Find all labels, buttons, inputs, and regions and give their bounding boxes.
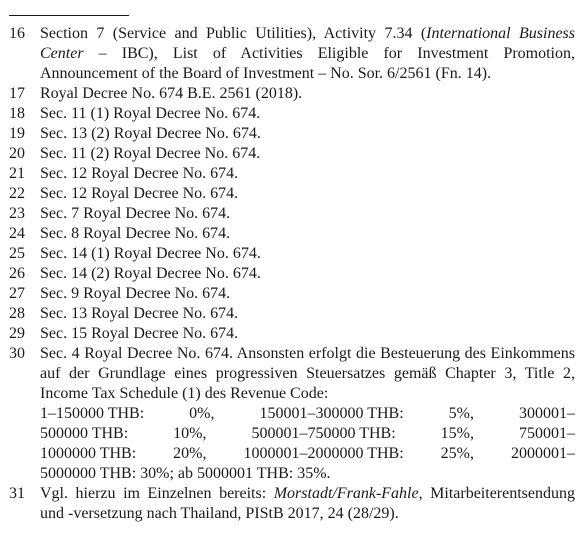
tax-schedule-line [40, 424, 575, 444]
footnote-number: 17 [9, 85, 25, 102]
footnote-30 [9, 344, 575, 484]
footnote-text [40, 24, 575, 84]
tax-bracket: 750001– [518, 425, 575, 442]
tax-schedule-line [40, 404, 575, 424]
footnote-separator-rule [9, 15, 129, 16]
footnote-text: Sec. 11 (1) Royal Decree No. 674. [40, 105, 261, 122]
footnote-number: 23 [9, 205, 25, 222]
footnote-29 [9, 324, 575, 344]
footnote-24 [9, 224, 575, 244]
footnote-18 [9, 104, 575, 124]
footnote-text: Sec. 7 Royal Decree No. 674. [40, 205, 231, 222]
tax-bracket: 1–150000 THB: [40, 405, 145, 422]
footnote-number: 26 [9, 265, 25, 282]
tax-bracket: 500000 THB: [40, 425, 129, 442]
tax-bracket: 1000001–2000000 THB: [243, 445, 404, 462]
footnote-27 [9, 284, 575, 304]
footnote-text [40, 484, 575, 524]
tax-rate: 5%, [448, 405, 474, 422]
tax-schedule-line [40, 444, 575, 464]
footnote-number: 20 [9, 145, 25, 162]
footnote-19 [9, 124, 575, 144]
footnote-20 [9, 144, 575, 164]
footnote-number: 25 [9, 245, 25, 262]
footnote-21 [9, 164, 575, 184]
footnote-text: Sec. 15 Royal Decree No. 674. [40, 325, 239, 342]
tax-bracket: 2000001– [510, 445, 575, 462]
tax-rate: 25%, [440, 445, 474, 462]
footnote-31 [9, 484, 575, 524]
footnote-22 [9, 184, 575, 204]
footnote-text: Sec. 8 Royal Decree No. 674. [40, 225, 231, 242]
footnote-italic-author: Morstadt/Frank-Fahle [273, 485, 419, 502]
tax-rate: 15%, [440, 425, 474, 442]
footnote-number: 27 [9, 285, 25, 302]
footnote-text [40, 344, 575, 484]
footnote-text: Sec. 14 (1) Royal Decree No. 674. [40, 245, 261, 262]
tax-bracket: 300001– [518, 405, 575, 422]
footnote-17 [9, 84, 575, 104]
footnote-text-part: Section 7 (Service and Public Utilities), Activity 7.34 ( [40, 25, 427, 42]
footnote-number: 30 [9, 345, 25, 362]
footnote-text-part: – IBC), List of Activities Eligible for Investment Promotion, Announcement of the Board of Investment – No. Sor. 6/2561 (Fn. 14). [40, 45, 575, 82]
footnote-list [9, 24, 575, 524]
footnote-number: 21 [9, 165, 25, 182]
tax-rate: 0%, [189, 405, 215, 422]
tax-bracket: 150001–300000 THB: [259, 405, 404, 422]
footnote-number: 19 [9, 125, 25, 142]
footnote-text: Sec. 13 (2) Royal Decree No. 674. [40, 125, 261, 142]
footnote-25 [9, 244, 575, 264]
footnote-number: 16 [9, 25, 25, 42]
footnote-number: 22 [9, 185, 25, 202]
footnote-text: Sec. 13 Royal Decree No. 674. [40, 305, 239, 322]
footnote-number: 24 [9, 225, 25, 242]
footnote-text-part: Vgl. hierzu im Einzelnen bereits: [40, 485, 274, 502]
footnote-16 [9, 24, 575, 84]
footnote-number: 18 [9, 105, 25, 122]
footnote-number: 31 [9, 485, 25, 502]
footnote-text: Sec. 9 Royal Decree No. 674. [40, 285, 231, 302]
footnote-number: 29 [9, 325, 25, 342]
tax-bracket: 1000000 THB: [40, 445, 137, 462]
tax-schedule-last-line: 5000000 THB: 30%; ab 5000001 THB: 35%. [40, 465, 331, 482]
footnote-text: Royal Decree No. 674 B.E. 2561 (2018). [40, 85, 303, 102]
footnote-italic-term: International Business Center [40, 25, 575, 62]
footnote-text: Sec. 14 (2) Royal Decree No. 674. [40, 265, 261, 282]
footnote-26 [9, 264, 575, 284]
footnote-text: Sec. 11 (2) Royal Decree No. 674. [40, 145, 261, 162]
footnote-text-part: , Mitarbeiterentsendung und -versetzung nach Thailand, PIStB 2017, 24 (28/29). [40, 485, 575, 522]
footnote-23 [9, 204, 575, 224]
footnote-number: 28 [9, 305, 25, 322]
tax-rate: 10%, [173, 425, 207, 442]
tax-bracket: 500001–750000 THB: [251, 425, 396, 442]
footnote-text: Sec. 12 Royal Decree No. 674. [40, 165, 239, 182]
footnote-intro: Sec. 4 Royal Decree No. 674. Ansonsten erfolgt die Besteuerung des Einkommens auf der Grundlage eines progressiven Steuersatzes gemäß Chapter 3, Title 2, Income Tax Schedule (1) des Revenue Code: [40, 345, 575, 402]
tax-rate: 20%, [173, 445, 207, 462]
footnote-text: Sec. 12 Royal Decree No. 674. [40, 185, 239, 202]
footnote-28 [9, 304, 575, 324]
